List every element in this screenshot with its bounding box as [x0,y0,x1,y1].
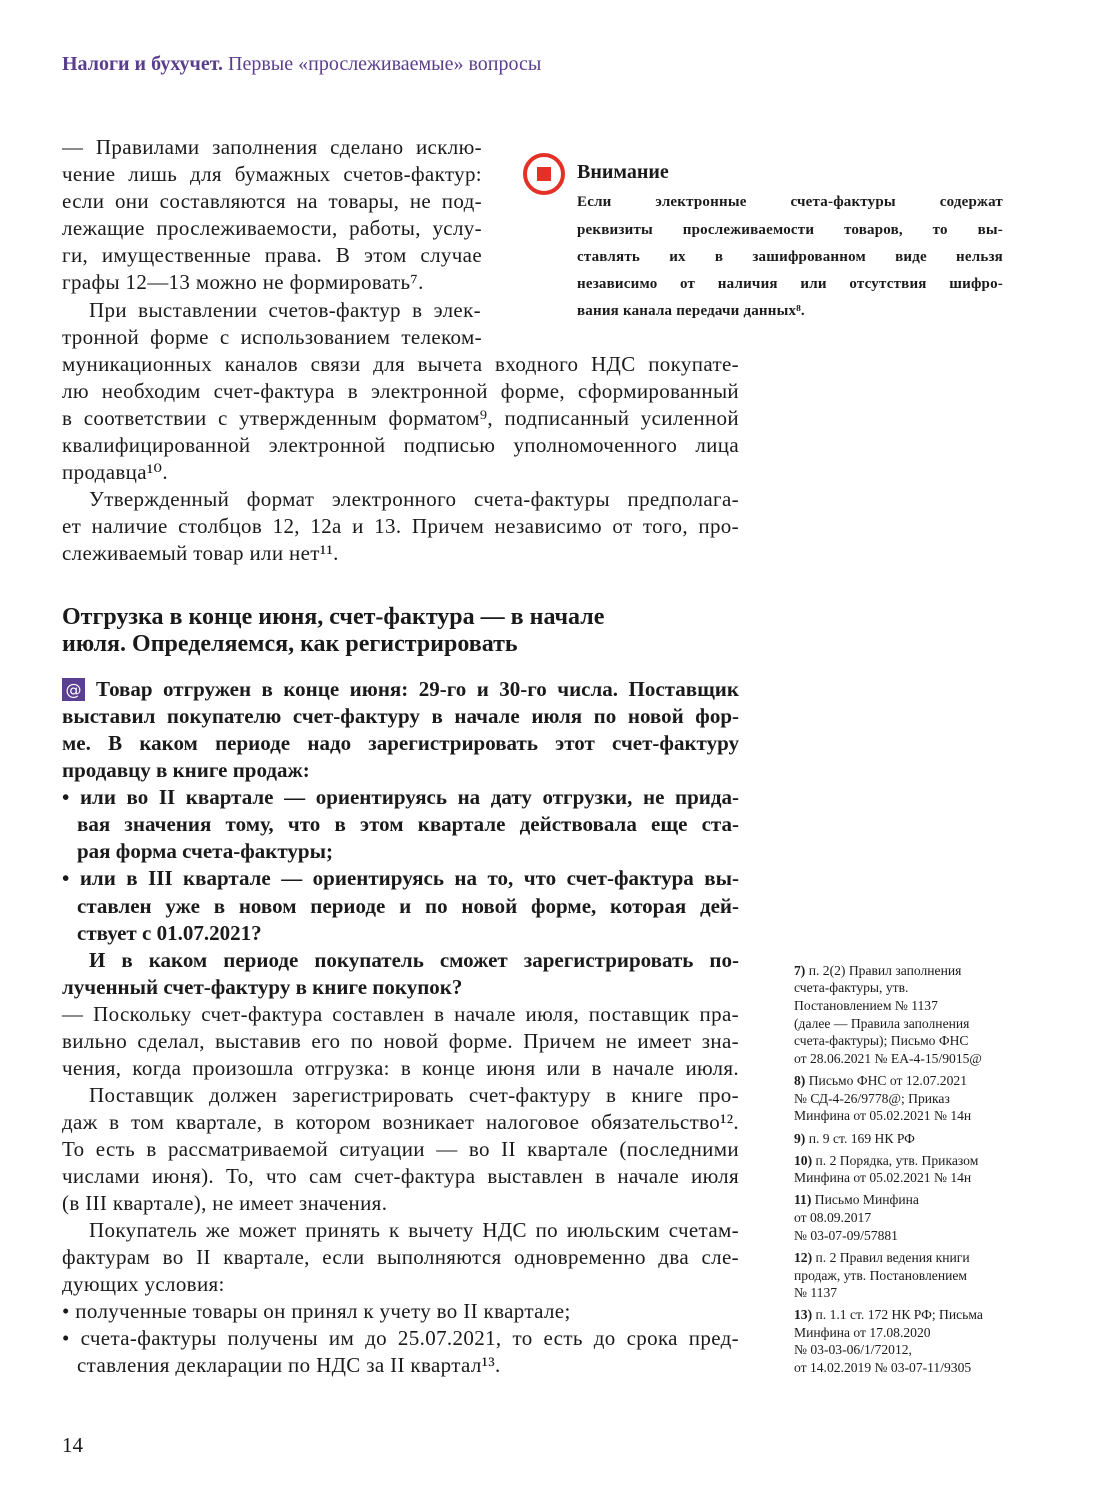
callout-line: реквизиты прослеживаемости товаров, то вы- [577,221,1003,238]
paragraph-line: тронной форме с использованием телеком- [62,324,482,349]
paragraph-line: муникационных каналов связи для вычета входного НДС покупате- [62,351,739,376]
footnote-text: от 14.02.2019 № 03-07-11/9305 [794,1360,972,1375]
footnote-line [794,1169,971,1187]
footnote-number: 12) [794,1250,813,1265]
footnote-text: Письмо ФНС от 12.07.2021 [805,1073,967,1088]
paragraph-line: Утвержденный формат электронного счета-фактуры предполага- [89,486,739,511]
footnote-text: (далее — Правила заполнения [794,1016,970,1031]
question-line: ствует с 01.07.2021? [77,920,262,945]
footnote-text: счета-фактуры); Письмо ФНС [794,1033,969,1048]
question-line: выставил покупателю счет-фактуру в начале июля по новой фор- [62,703,739,728]
footnote-text: № СД-4-26/9778@; Приказ [794,1091,950,1106]
paragraph-line: ги, имущественные права. В этом случае [62,242,482,267]
footnote-text: продаж, утв. Постановлением [794,1268,968,1283]
answer-line: • счета-фактуры получены им до 25.07.2021, то есть до срока пред- [62,1325,739,1350]
header-section: Налоги и бухучет. [62,53,224,75]
answer-line: числами июня). То, что сам счет-фактура выставлен в начале июля [62,1163,739,1188]
footnote-line [794,1267,967,1285]
footnote-text: п. 9 ст. 169 НК РФ [805,1131,915,1146]
footnote-line [794,1341,912,1359]
footnote-text: п. 2(2) Правил заполнения [805,963,962,978]
footnote-line [794,1107,971,1125]
footnote-text: от 28.06.2021 № ЕА-4-15/9015@ [794,1051,982,1066]
footnote-number: 13) [794,1307,813,1322]
question-line: И в каком периоде покупатель сможет зарегистрировать по- [89,947,739,972]
answer-line: (в III квартале), не имеет значения. [62,1190,388,1215]
footnote-line [794,1324,931,1342]
footnote-text: п. 1.1 ст. 172 НК РФ; Письма [812,1307,983,1322]
answer-line: — Поскольку счет-фактура составлен в начале июля, поставщик пра- [62,1001,739,1026]
paragraph-line: графы 12—13 можно не формировать⁷. [62,269,424,294]
footnote-text: Минфина от 05.02.2021 № 14н [794,1108,972,1123]
answer-line: вильно сделал, выставив его по новой форме. Причем не имеет зна- [62,1028,739,1053]
footnote-line [794,1032,969,1050]
answer-line: Покупатель же может принять к вычету НДС по июльским счетам- [89,1217,739,1242]
callout-line: ставлять их в зашифрованном виде нельзя [577,248,1003,265]
paragraph-line: При выставлении счетов-фактур в элек- [89,297,481,322]
footnote-line [794,1209,871,1227]
question-line: • или в III квартале — ориентируясь на то, что счет-фактура вы- [62,865,739,890]
question-line: Товар отгружен в конце июня: 29-го и 30-го числа. Поставщик [96,676,739,701]
footnote-line [794,1130,915,1148]
footnote-number: 7) [794,963,806,978]
footnote-line [794,1306,983,1324]
footnote-number: 10) [794,1153,813,1168]
answer-line: фактурам во II квартале, если выполняются одновременно два сле- [62,1244,739,1269]
footnote-text: Минфина от 17.08.2020 [794,1325,931,1340]
callout-line: вания канала передачи данных⁸. [577,302,805,319]
question-line: вая значения тому, что в этом квартале действовала еще ста- [77,811,739,836]
paragraph-line: чение лишь для бумажных счетов-фактур: [62,161,482,186]
question-line: ме. В каком периоде надо зарегистрировать этот счет-фактуру [62,730,739,755]
question-at-icon: @ [62,678,85,701]
answer-line: ставления декларации по НДС за II квартал¹³. [77,1352,501,1377]
footnote-line [794,979,908,997]
question-line: • или во II квартале — ориентируясь на дату отгрузки, не прида- [62,784,739,809]
footnote-text: Постановлением № 1137 [794,998,938,1013]
section-heading: Отгрузка в конце июня, счет-фактура — в начале [62,603,605,630]
callout-title: Внимание [577,161,669,183]
footnote-line [794,1359,971,1377]
footnote-line [794,1191,919,1209]
paragraph-line: продавца¹⁰. [62,459,168,484]
footnote-line [794,1284,837,1302]
footnote-number: 9) [794,1131,806,1146]
footnote-line [794,1090,950,1108]
footnote-text: № 03-03-06/1/72012, [794,1342,912,1357]
header-title: Первые «прослеживаемые» вопросы [228,53,542,75]
footnote-number: 8) [794,1073,806,1088]
footnote-text: Минфина от 05.02.2021 № 14н [794,1170,972,1185]
page-number: 14 [62,1433,83,1457]
answer-line: чения, когда произошла отгрузка: в конце июня или в начале июля. [62,1055,739,1080]
answer-line: даж в том квартале, в котором возникает налоговое обязательство¹². [62,1109,739,1134]
paragraph-line: слеживаемый товар или нет¹¹. [62,540,339,565]
footnote-text: № 03-07-09/57881 [794,1228,898,1243]
question-line: продавцу в книге продаж: [62,757,310,782]
callout-line: Если электронные счета-фактуры содержат [577,193,1003,210]
answer-line: • полученные товары он принял к учету во II квартале; [62,1298,571,1323]
question-line: лученный счет-фактуру в книге покупок? [62,974,463,999]
callout-line: независимо от наличия или отсутствия шифро- [577,275,1003,292]
footnote-line [794,1050,982,1068]
paragraph-line: ет наличие столбцов 12, 12а и 13. Причем независимо от того, про- [62,513,739,538]
paragraph-line: — Правилами заполнения сделано исклю- [62,134,482,159]
answer-line: дующих условия: [62,1271,225,1296]
paragraph-line: лежащие прослеживаемости, работы, услу- [62,215,482,240]
attention-icon [522,152,566,196]
answer-line: Поставщик должен зарегистрировать счет-фактуру в книге про- [89,1082,739,1107]
footnote-line [794,1015,969,1033]
footnote-number: 11) [794,1192,812,1207]
paragraph-line: если они составляются на товары, не под- [62,188,482,213]
footnote-text: № 1137 [794,1285,838,1300]
footnote-line [794,1227,898,1245]
question-line: ставлен уже в новом периоде и по новой форме, которая дей- [77,893,739,918]
footnote-line [794,962,961,980]
section-heading: июля. Определяемся, как регистрировать [62,630,518,657]
paragraph-line: квалифицированной электронной подписью уполномоченного лица [62,432,739,457]
paragraph-line: лю необходим счет-фактура в электронной форме, сформированный [62,378,739,403]
question-line: рая форма счета-фактуры; [77,838,333,863]
running-header [62,53,541,76]
footnote-line [794,1152,978,1170]
footnote-text: от 08.09.2017 [794,1210,872,1225]
footnote-text: Письмо Минфина [811,1192,919,1207]
paragraph-line: в соответствии с утвержденным форматом⁹, подписанный усиленной [62,405,739,430]
footnote-line [794,997,938,1015]
footnote-text: п. 2 Правил ведения книги [812,1250,970,1265]
footnote-text: п. 2 Порядка, утв. Приказом [812,1153,979,1168]
footnote-line [794,1249,970,1267]
footnote-line [794,1072,967,1090]
footnote-text: счета-фактуры, утв. [794,980,909,995]
answer-line: То есть в рассматриваемой ситуации — во II квартале (последними [62,1136,739,1161]
